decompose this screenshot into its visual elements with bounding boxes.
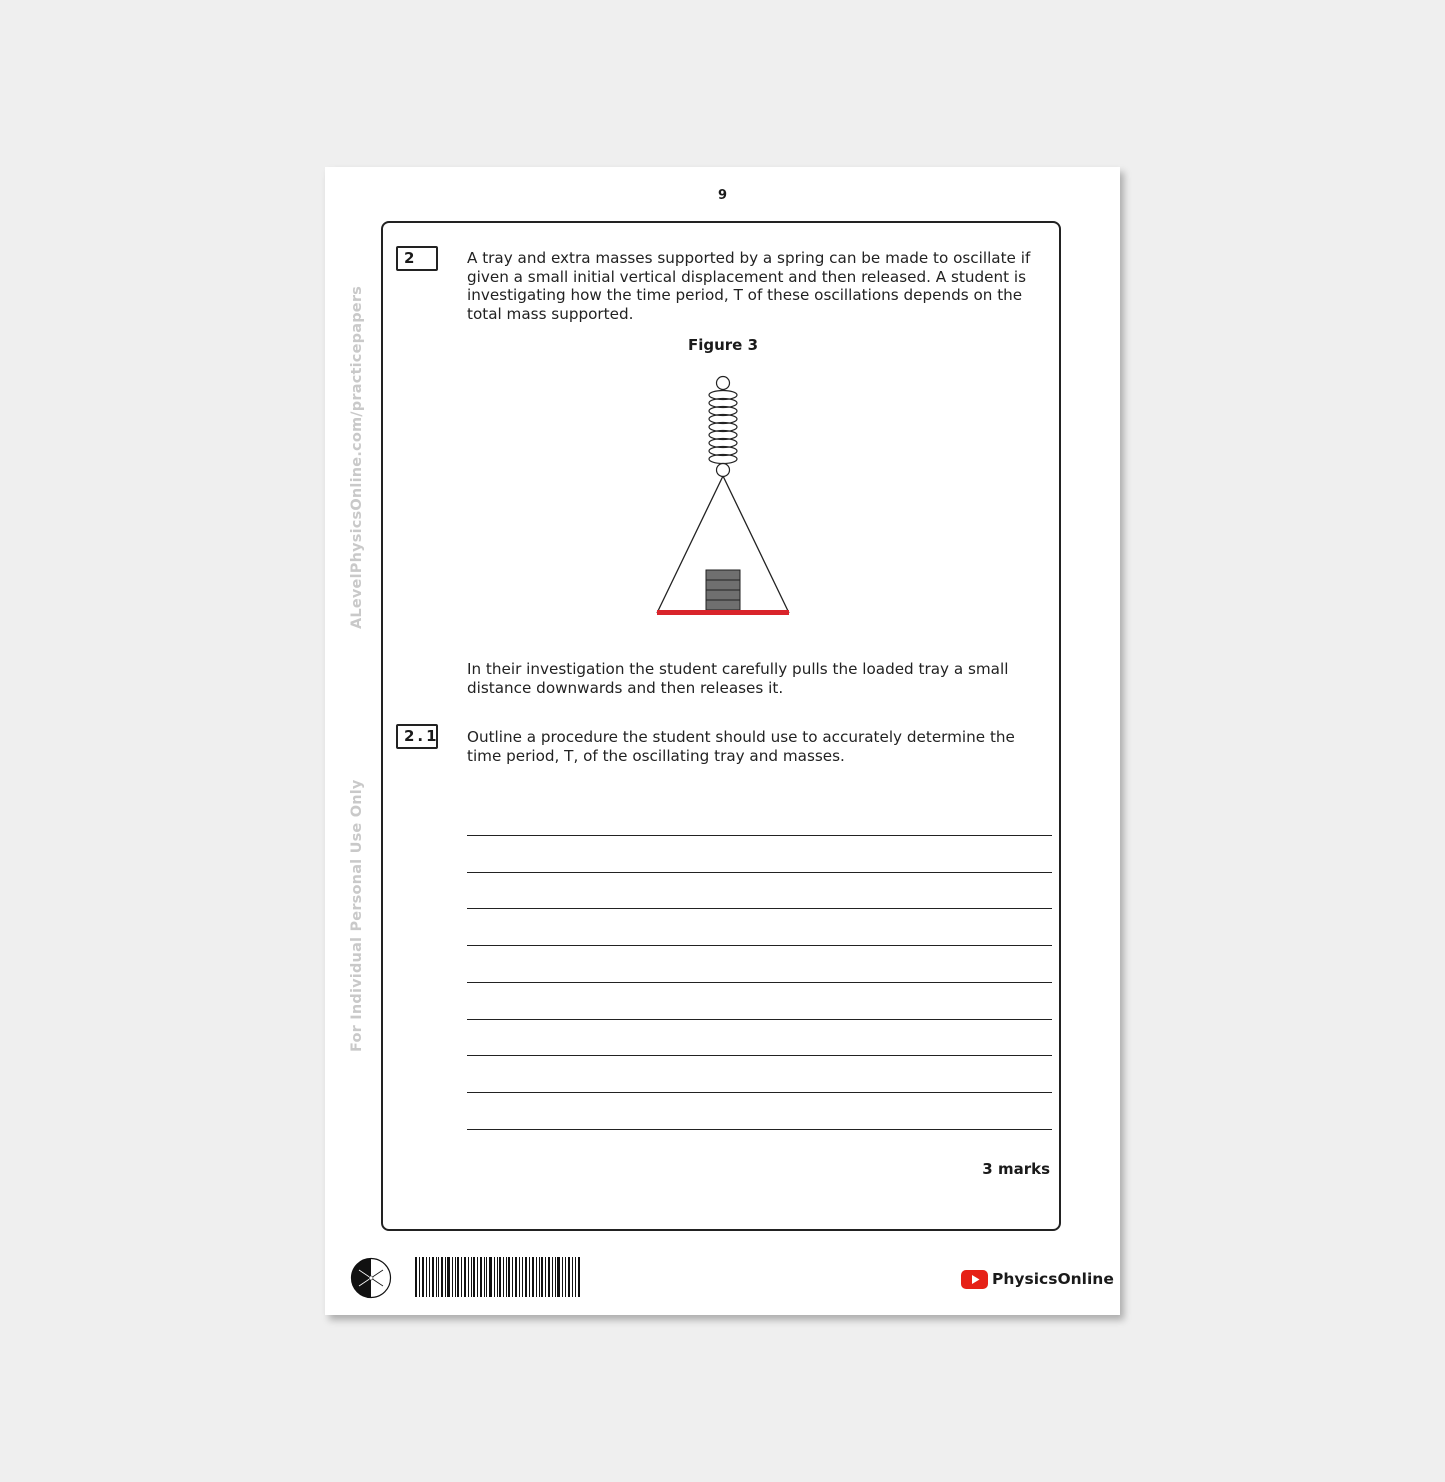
- answer-line[interactable]: [467, 945, 1052, 946]
- question-number-box: 2: [396, 246, 438, 271]
- physicsonline-brand[interactable]: [961, 1268, 1114, 1290]
- answer-line[interactable]: [467, 1019, 1052, 1020]
- answer-line[interactable]: [467, 908, 1052, 909]
- exam-page: [325, 167, 1120, 1315]
- answer-line[interactable]: [467, 1129, 1052, 1130]
- bottom-hook-ring: [717, 464, 730, 477]
- side-watermark-url: ALevelPhysicsOnline.com/practicepapers: [349, 286, 365, 629]
- answer-line[interactable]: [467, 872, 1052, 873]
- figure-caption: Figure 3: [687, 336, 759, 354]
- tray: [657, 610, 789, 615]
- answer-line[interactable]: [467, 835, 1052, 836]
- top-hook-ring: [717, 377, 730, 390]
- page-number: 9: [717, 188, 728, 203]
- youtube-play-icon: [961, 1270, 988, 1289]
- answer-line[interactable]: [467, 1055, 1052, 1056]
- subquestion-number-box: 2.1: [396, 724, 438, 749]
- question-intro-text: A tray and extra masses supported by a spring can be made to oscillate if given a small initial vertical displacement and then released. A student is investigating how the time period, T of these oscillations depends on the total mass supported.: [467, 249, 1031, 323]
- brand-name: PhysicsOnline: [992, 1270, 1114, 1288]
- stacked-masses: [706, 570, 740, 610]
- spring-coils: [709, 391, 737, 464]
- answer-line[interactable]: [467, 982, 1052, 983]
- barcode: [415, 1257, 581, 1297]
- spring-tray-figure: [653, 373, 793, 623]
- marks-label: 3 marks: [982, 1160, 1050, 1178]
- question-frame: [381, 221, 1061, 1231]
- answer-line[interactable]: [467, 1092, 1052, 1093]
- subquestion-text: Outline a procedure the student should use to accurately determine the time period, T, of the oscillating tray and masses.: [467, 728, 1015, 765]
- investigation-text: In their investigation the student carefully pulls the loaded tray a small distance downwards and then releases it.: [467, 660, 1009, 697]
- circular-emblem-icon: [350, 1257, 392, 1299]
- side-watermark-personal-use: For Individual Personal Use Only: [349, 779, 365, 1052]
